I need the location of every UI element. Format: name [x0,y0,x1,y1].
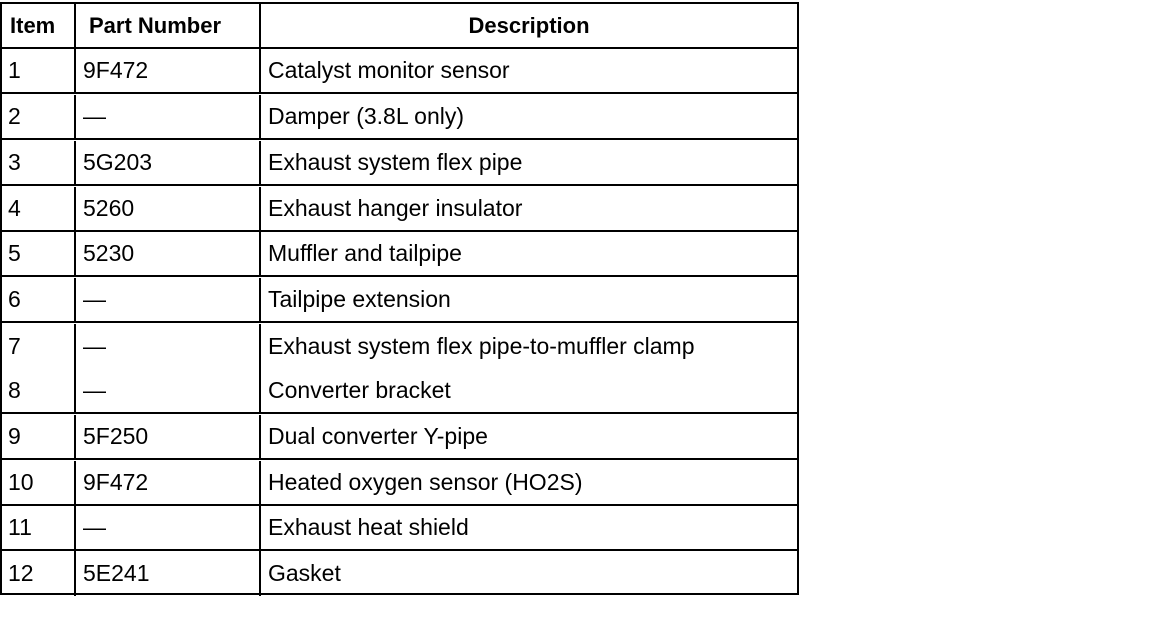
table-row [2,415,797,460]
description-cell: Converter bracket [268,377,451,403]
table-row [2,232,797,277]
part-number-cell: 5F250 [76,415,261,458]
item-cell: 3 [2,141,76,184]
part-number-cell: — [76,506,261,549]
item-cell: 11 [2,506,76,549]
part-number-cell: — [76,278,261,321]
item-cell: 10 [2,461,76,504]
table-row [2,551,797,596]
table-row [2,141,797,186]
table-row [2,506,797,551]
part-number-cell: — [76,369,261,412]
table-row [2,461,797,506]
part-number-cell: 5230 [76,232,261,275]
table-row [2,324,797,369]
description-cell: Dual converter Y-pipe [268,423,488,449]
item-cell: 2 [2,95,76,138]
part-number-cell: 9F472 [76,461,261,504]
description-cell: Tailpipe extension [268,286,451,312]
column-header-part-number: Part Number [76,4,261,47]
table-row [2,95,797,140]
part-number-cell: 5E241 [76,551,261,596]
description-cell: Gasket [268,560,341,586]
part-number-cell: — [76,95,261,138]
column-header-description: Description [468,12,590,38]
item-cell: 12 [2,551,76,596]
item-cell: 6 [2,278,76,321]
description-cell: Catalyst monitor sensor [268,57,510,83]
item-cell: 8 [2,369,76,412]
table-row [2,278,797,323]
description-cell: Exhaust heat shield [268,514,469,540]
part-number-cell: 9F472 [76,49,261,92]
description-cell: Exhaust system flex pipe-to-muffler clamp [268,333,695,359]
part-number-cell: 5G203 [76,141,261,184]
description-cell: Muffler and tailpipe [268,240,462,266]
part-number-cell: 5260 [76,187,261,230]
description-cell: Exhaust system flex pipe [268,149,523,175]
part-number-cell: — [76,324,261,369]
description-cell: Exhaust hanger insulator [268,195,523,221]
table-row [2,369,797,414]
description-cell: Damper (3.8L only) [268,103,465,129]
table-header-row [2,4,797,49]
description-cell: Heated oxygen sensor (HO2S) [268,469,583,495]
table-row [2,187,797,232]
table-row [2,49,797,94]
item-cell: 1 [2,49,76,92]
item-cell: 4 [2,187,76,230]
parts-table [0,2,799,595]
item-cell: 9 [2,415,76,458]
item-cell: 7 [2,324,76,369]
column-header-item: Item [2,4,76,47]
item-cell: 5 [2,232,76,275]
